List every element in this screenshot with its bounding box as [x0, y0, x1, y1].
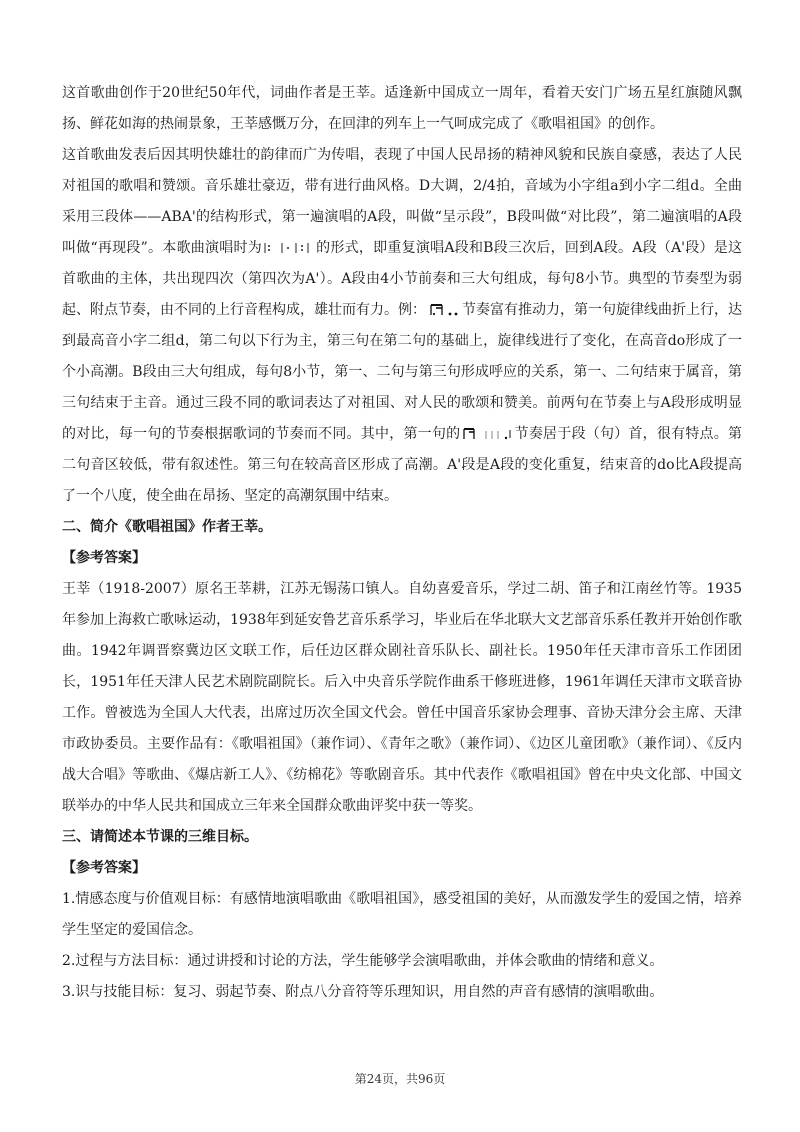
goal-item: 2.过程与方法目标：通过讲授和讨论的方法，学生能够学会演唱歌曲，并体会歌曲的情绪和意义。	[62, 953, 664, 969]
section-3-heading: 三、请简述本节课的三维目标。	[62, 829, 258, 845]
analysis-text-c: 节奏富有推动力，第一句旋律线曲折上行，达到最高音小字二组d，第二句以下行为主，第三句在第二句的基础上，旋律线进行了变化，在高音do形成了一个小高潮。B段由三大句组成，每句8小节，第一、二句与第三句形成呼应的关系，第一、二句结束于属音，第三句结束于主音。通过三段不同的歌词表达了对祖国、对人民的歌颂和赞美。前两句在节奏上与A段形成明显的对比，每一句的节奏根据歌词的节奏而不同。其中，第一句的	[62, 302, 742, 442]
section-2-answer-tag: 【参考答案】	[62, 550, 146, 566]
analysis-text-b: 的形式，即重复演唱A段和B段三次后，回到A段。A段（A'段）是这首歌曲的主体，共出现四次（第四次为A'）。A段由4小节前奏和三大句组成，每句8小节。典型的节奏型为弱起、附点节奏，由不同的上行音程构成，雄壮而有力。例：	[62, 240, 742, 318]
section-3-answer-tag: 【参考答案】	[62, 860, 146, 876]
analysis-paragraph	[62, 140, 742, 512]
repeat-sign-icon	[262, 241, 316, 255]
document-body	[62, 78, 742, 1008]
goal-item: 1.情感态度与价值观目标：有感情地演唱歌曲《歌唱祖国》，感受祖国的美好，从而激发学生的爱国之情，培养学生坚定的爱国信念。	[62, 891, 742, 938]
intro-paragraph: 这首歌曲创作于20世纪50年代，词曲作者是王莘。适逢新中国成立一周年，看着天安门广场五星红旗随风飘扬、鲜花如海的热闹景象，王莘感慨万分，在回津的列车上一气呵成完成了《歌唱祖国》的创作。	[62, 85, 742, 132]
dotted-rhythm-icon	[426, 302, 462, 318]
analysis-text-d: 节奏居于段（句）首，很有特点。第二句音区较低，带有叙述性。第三句在较高音区形成了高潮。A'段是A段的变化重复，结束音的do比A段提高了一个八度，使全曲在昂扬、坚定的高潮氛围中结束。	[62, 426, 743, 504]
author-bio-paragraph: 王莘（1918-2007）原名王莘耕，江苏无锡荡口镇人。自幼喜爱音乐，学过二胡、笛子和江南丝竹等。1935年参加上海救亡歌咏运动，1938年到延安鲁艺音乐系学习，毕业后在华北联大文艺部音乐系任教并开始创作歌曲。1942年调晋察冀边区文联工作，后任边区群众剧社音乐队长、副社长。1950年任天津市音乐工作团团长，1951年任天津人民艺术剧院副院长。后入中央音乐学院作曲系干修班进修，1961年调任天津市文联音协工作。曾被选为全国人大代表，出席过历次全国文代会。曾任中国音乐家协会理事、音协天津分会主席、天津市政协委员。主要作品有：《歌唱祖国》（兼作词）、《青年之歌》（兼作词）、《边区儿童团歌》（兼作词）、《反内战大合唱》等歌曲、《爆店新工人》、《纺棉花》等歌剧音乐。其中代表作《歌唱祖国》曾在中央文化部、中国文联举办的中华人民共和国成立三年来全国群众歌曲评奖中获一等奖。	[62, 581, 742, 814]
page-footer: 第24页，共96页	[354, 1072, 446, 1086]
analysis-text-a: 这首歌曲发表后因其明快雄壮的韵律而广为传唱，表现了中国人民昂扬的精神风貌和民族自豪感，表达了人民对祖国的歌唱和赞颂。音乐雄壮豪迈，带有进行曲风格。D大调，2/4拍，音域为小字组a到小字二组d。全曲采用三段体——ABA'的结构形式，第一遍演唱的A段，叫做“呈示段”，B段叫做“对比段”，第二遍演唱的A段叫做“再现段”。本歌曲演唱时为	[62, 147, 742, 256]
rhythm-pattern-icon	[460, 426, 514, 442]
section-2-heading: 二、简介《歌唱祖国》作者王莘。	[62, 519, 272, 535]
goal-item: 3.识与技能目标：复习、弱起节奏、附点八分音符等乐理知识，用自然的声音有感情的演唱歌曲。	[62, 984, 664, 1000]
